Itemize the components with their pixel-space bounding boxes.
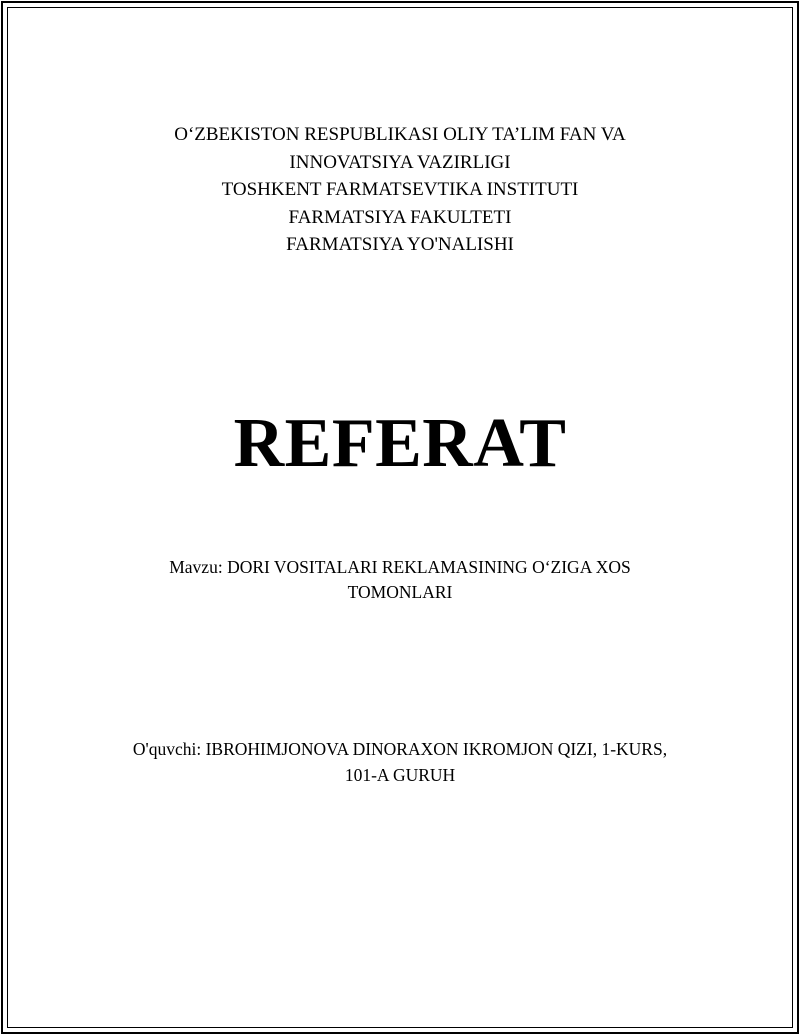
header-line-direction: FARMATSIYA YO'NALISHI [286,234,514,255]
student-line-2: 101-A GURUH [344,765,456,785]
student-line-1: O'quvchi: IBROHIMJONOVA DINORAXON IKROMJON QIZI, 1-KURS, [132,739,668,759]
header-line-ministry: O‘ZBEKISTON RESPUBLIKASI OLIY TA’LIM FAN VA [174,124,626,145]
topic-block [0,555,800,605]
student-block [0,736,800,788]
document-title: REFERAT [233,405,567,482]
institution-header [0,121,800,259]
header-line-institute: TOSHKENT FARMATSEVTIKA INSTITUTI [221,179,579,200]
topic-line-2: TOMONLARI [347,582,453,602]
topic-line-1: Mavzu: DORI VOSITALARI REKLAMASINING O‘ZIGA XOS [169,557,631,577]
header-line-faculty: FARMATSIYA FAKULTETI [288,206,512,228]
header-line-ministry-cont: INNOVATSIYA VAZIRLIGI [289,151,511,173]
